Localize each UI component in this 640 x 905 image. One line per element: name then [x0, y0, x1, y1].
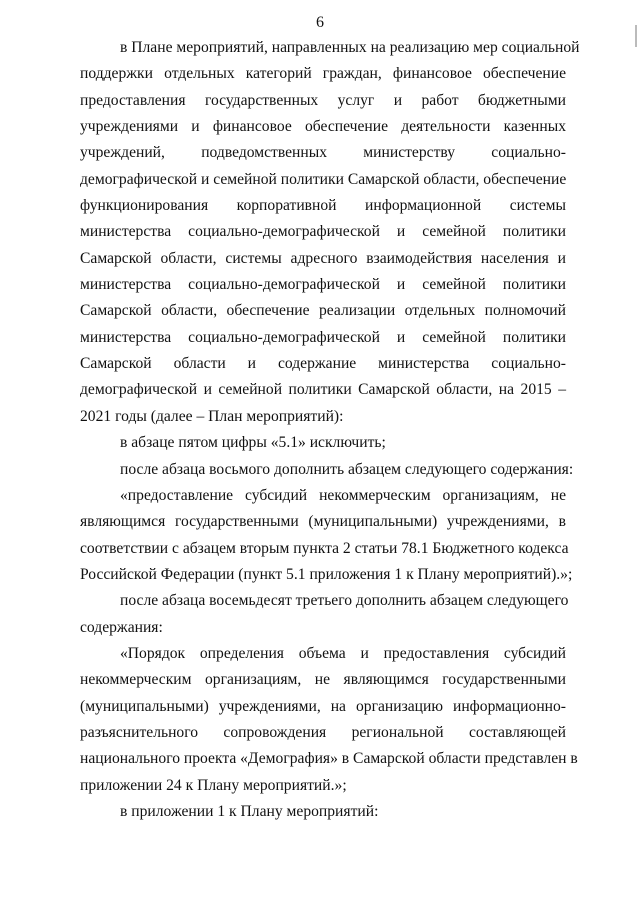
- text-line: «предоставление субсидий некоммерческим организациям, не: [120, 486, 566, 504]
- text-line: в абзаце пятом цифры «5.1» исключить;: [120, 434, 386, 452]
- text-line: демографической и семейной политики Самарской области, на 2015 –: [80, 381, 566, 399]
- text-line: (муниципальными) учреждениями, на организацию информационно-: [80, 697, 566, 715]
- text-line: в Плане мероприятий, направленных на реализацию мер социальной: [120, 39, 580, 56]
- text-line: функционирования корпоративной информационной системы: [80, 197, 566, 215]
- text-line: Самарской области, системы адресного взаимодействия населения и: [80, 249, 566, 267]
- text-line: Самарской области и содержание министерства социально-: [80, 355, 566, 373]
- text-line: некоммерческим организациям, не являющимся государственными: [80, 671, 566, 689]
- text-line: поддержки отдельных категорий граждан, финансовое обеспечение: [80, 65, 566, 83]
- text-line: министерства социально-демографической и семейной политики: [80, 223, 566, 241]
- text-line: министерства социально-демографической и семейной политики: [80, 276, 566, 294]
- text-line: после абзаца восьмого дополнить абзацем следующего содержания:: [120, 460, 574, 478]
- text-line: министерства социально-демографической и семейной политики: [80, 328, 566, 346]
- text-line: разъяснительного сопровождения региональной составляющей: [80, 723, 566, 741]
- text-line: являющимся государственными (муниципальными) учреждениями, в: [80, 513, 566, 531]
- text-line: содержания:: [80, 618, 163, 636]
- text-line: в приложении 1 к Плану мероприятий:: [120, 802, 379, 820]
- text-line: приложении 24 к Плану мероприятий.»;: [80, 776, 347, 794]
- text-line: национального проекта «Демография» в Самарской области представлен в: [80, 750, 578, 768]
- text-line: соответствии с абзацем вторым пункта 2 статьи 78.1 Бюджетного кодекса: [80, 539, 569, 557]
- text-line: «Порядок определения объема и предоставления субсидий: [120, 644, 566, 662]
- document-body: [80, 35, 580, 825]
- text-line: предоставления государственных услуг и работ бюджетными: [80, 91, 566, 109]
- text-line: 2021 годы (далее – План мероприятий):: [80, 407, 344, 425]
- text-line: учреждений, подведомственных министерству социально-: [80, 144, 566, 162]
- page-number: 6: [316, 14, 324, 31]
- text-line: учреждениями и финансовое обеспечение деятельности казенных: [80, 118, 566, 136]
- scan-edge-mark: [635, 25, 637, 47]
- text-line: после абзаца восемьдесят третьего дополнить абзацем следующего: [120, 592, 569, 610]
- text-line: Российской Федерации (пункт 5.1 приложения 1 к Плану мероприятий).»;: [80, 565, 573, 583]
- text-line: Самарской области, обеспечение реализации отдельных полномочий: [80, 302, 566, 320]
- text-line: демографической и семейной политики Самарской области, обеспечение: [80, 170, 567, 188]
